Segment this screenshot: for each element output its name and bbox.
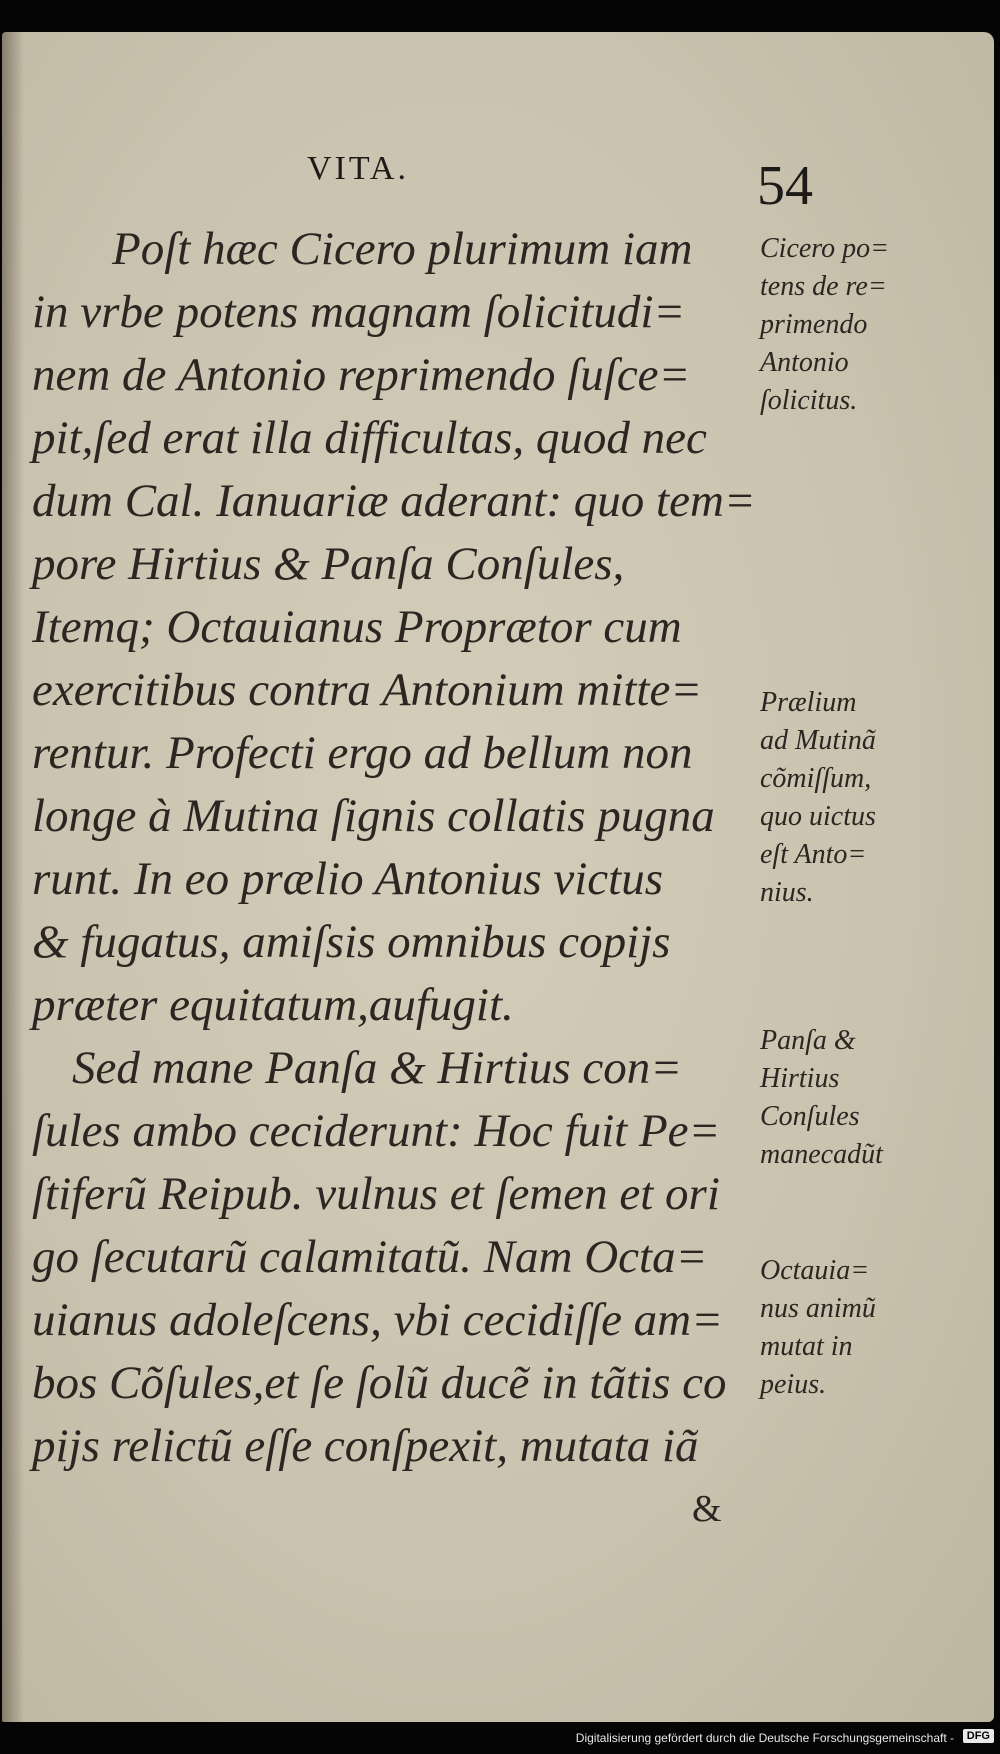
text-line: longe à Mutina ſignis collatis pugna	[32, 790, 715, 842]
text-line: præter equitatum,aufugit.	[32, 979, 514, 1031]
marginal-note	[760, 230, 990, 420]
text-line: Itemq; Octauianus Proprætor cum	[32, 601, 682, 653]
note-line: quo uictus	[760, 801, 876, 832]
text-line: uianus adoleſcens, vbi cecidiſſe am=	[32, 1294, 723, 1346]
text-line: nem de Antonio reprimendo ſuſce=	[32, 349, 691, 401]
dfg-logo: DFG	[963, 1729, 994, 1743]
note-line: ad Mutinã	[760, 725, 876, 756]
text-line: rentur. Profecti ergo ad bellum non	[32, 727, 693, 779]
note-line: Panſa &	[760, 1025, 856, 1056]
note-line: Octauia=	[760, 1255, 870, 1286]
note-line: Cicero po=	[760, 233, 890, 264]
text-line: pit,ſed erat illa difficultas, quod nec	[32, 412, 707, 464]
note-line: mutat in	[760, 1331, 853, 1362]
note-line: primendo	[760, 309, 868, 340]
body-text	[32, 218, 756, 1541]
text-line: in vrbe potens magnam ſolicitudi=	[32, 286, 686, 338]
marginal-note	[760, 684, 990, 912]
text-line: & fugatus, amiſsis omnibus copijs	[32, 916, 671, 968]
text-line: Poſt hæc Cicero plurimum iam	[112, 223, 693, 275]
text-line: pijs relictũ eſſe conſpexit, mutata iã	[32, 1420, 699, 1472]
text-line: ſules ambo ceciderunt: Hoc fuit Pe=	[32, 1105, 721, 1157]
note-line: Conſules	[760, 1101, 860, 1132]
note-line: tens de re=	[760, 271, 887, 302]
note-line: manecadũt	[760, 1139, 883, 1170]
note-line: Hirtius	[760, 1063, 840, 1094]
note-line: cõmiſſum,	[760, 763, 872, 794]
page-number: 54	[757, 155, 813, 217]
book-page	[2, 32, 994, 1722]
running-head: VITA.	[307, 150, 409, 187]
note-line: Antonio	[760, 347, 849, 378]
text-line: bos Cõſules,et ſe ſolũ ducẽ in tãtis co	[32, 1357, 727, 1409]
note-line: nius.	[760, 877, 814, 908]
note-line: eſt Anto=	[760, 839, 867, 870]
text-line: dum Cal. Ianuariæ aderant: quo tem=	[32, 475, 756, 527]
note-line: nus animũ	[760, 1293, 876, 1324]
digitization-credit: Digitalisierung gefördert durch die Deutsche Forschungsgemeinschaft -	[575, 1731, 954, 1745]
text-line: runt. In eo prælio Antonius victus	[32, 853, 664, 905]
text-line: pore Hirtius & Panſa Conſules,	[32, 538, 625, 590]
marginal-note	[760, 1252, 990, 1404]
note-line: Prælium	[760, 687, 857, 718]
note-line: ſolicitus.	[760, 385, 858, 416]
text-line: go ſecutarũ calamitatũ. Nam Octa=	[32, 1231, 708, 1283]
text-line: exercitibus contra Antonium mitte=	[32, 664, 703, 716]
text-line: Sed mane Panſa & Hirtius con=	[72, 1042, 683, 1094]
gutter-shadow	[2, 32, 24, 1722]
text-line: ſtiferũ Reipub. vulnus et ſemen et ori	[32, 1168, 720, 1220]
note-line: peius.	[760, 1369, 827, 1400]
marginal-note	[760, 1022, 990, 1174]
catchword: &	[692, 1488, 722, 1530]
